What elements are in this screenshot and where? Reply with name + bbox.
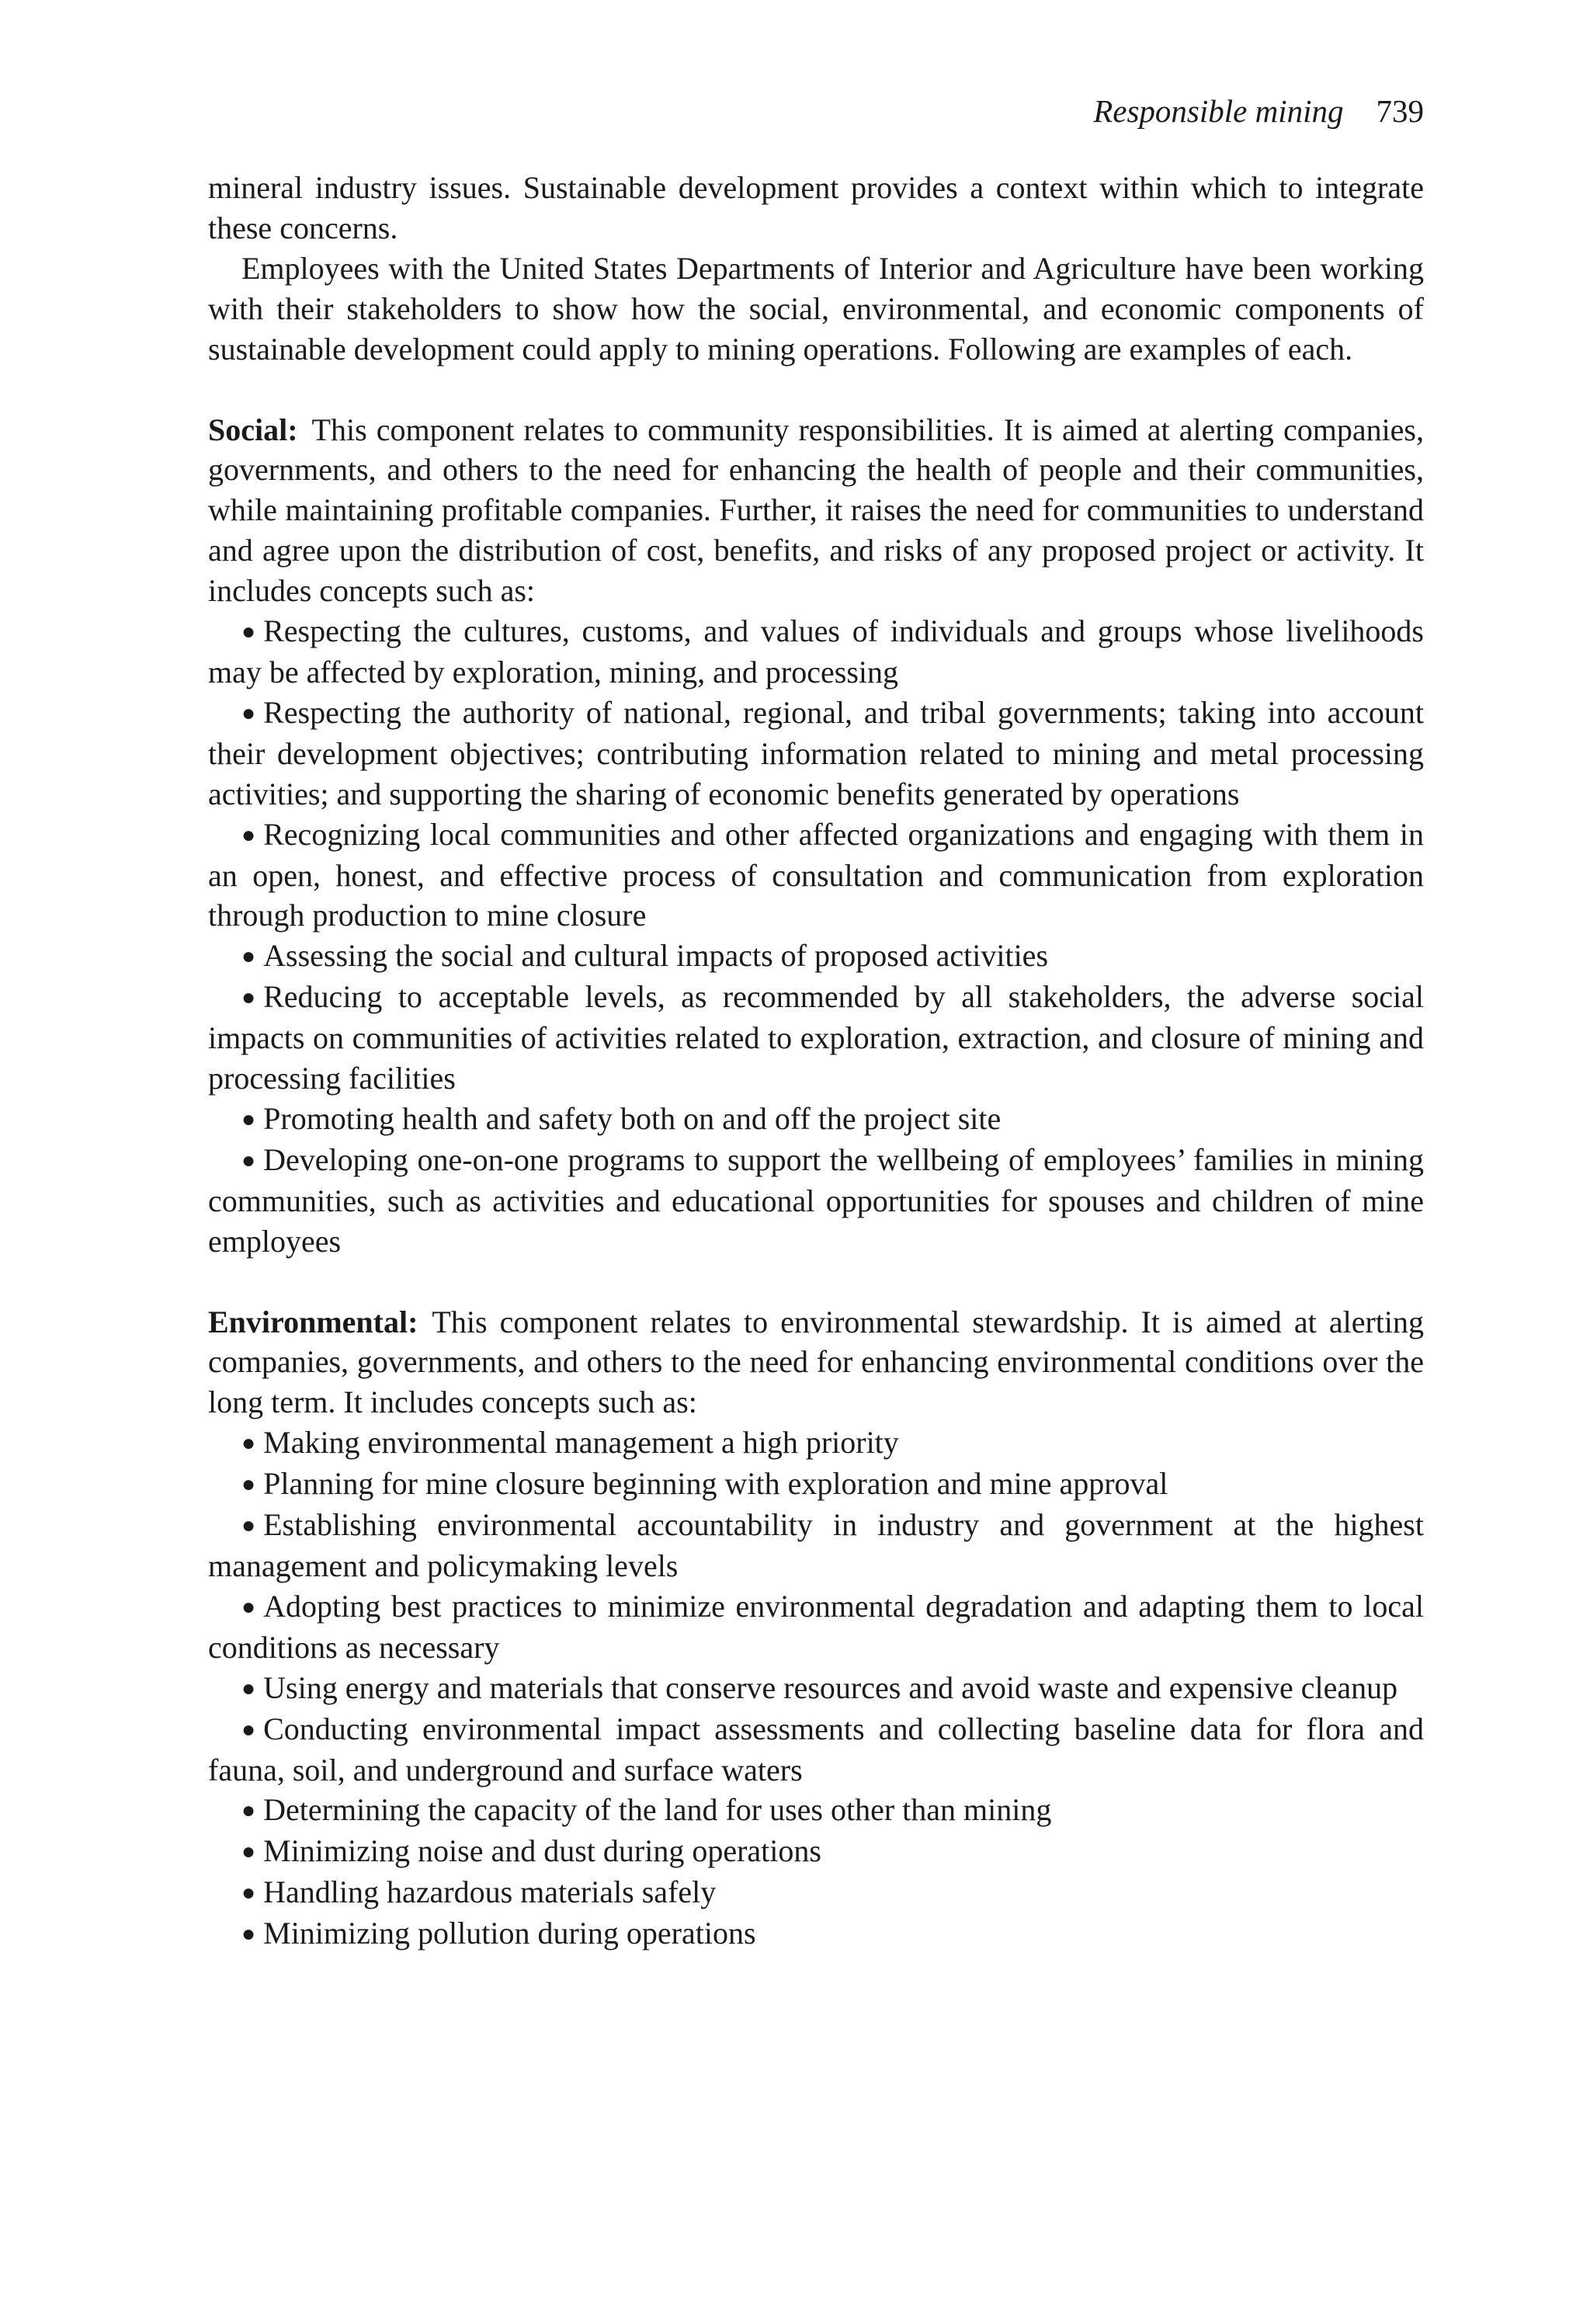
list-item xyxy=(208,693,1424,815)
list-item xyxy=(208,1423,1424,1464)
social-heading: Social: xyxy=(208,412,298,447)
list-item-text: Determining the capacity of the land for uses other than mining xyxy=(263,1792,1052,1828)
bullet-icon: ● xyxy=(241,1471,256,1498)
list-item-text: Recognizing local communities and other affected organizations and engaging with them in an open, honest, and effective process of consultation and communication from exploration through production to mine closure xyxy=(208,816,1424,933)
bullet-icon: ● xyxy=(241,1880,256,1906)
list-item-text: Making environmental management a high priority xyxy=(263,1425,899,1461)
environmental-paragraph xyxy=(208,1302,1424,1423)
running-title: Responsible mining xyxy=(1093,93,1344,129)
list-item xyxy=(208,1140,1424,1262)
list-item-text: Promoting health and safety both on and off the project site xyxy=(263,1100,1002,1136)
environmental-section xyxy=(208,1302,1424,1955)
social-section xyxy=(208,410,1424,1262)
list-item xyxy=(208,977,1424,1099)
list-item xyxy=(208,1668,1424,1709)
list-item xyxy=(208,1709,1424,1791)
list-item-text: Handling hazardous materials safely xyxy=(263,1874,717,1910)
list-item xyxy=(208,1586,1424,1668)
page-number: 739 xyxy=(1376,93,1424,129)
body-text xyxy=(208,168,1424,1954)
list-item xyxy=(208,1505,1424,1586)
bullet-icon: ● xyxy=(241,1430,256,1457)
running-head xyxy=(208,92,1424,130)
list-item-text: Using energy and materials that conserve resources and avoid waste and expensive cleanup xyxy=(263,1669,1398,1705)
social-paragraph xyxy=(208,410,1424,612)
list-item-text: Establishing environmental accountability in industry and government at the highest management and policymaking levels xyxy=(208,1507,1424,1583)
list-item xyxy=(208,815,1424,936)
bullet-icon: ● xyxy=(241,1716,256,1742)
bullet-icon: ● xyxy=(241,822,256,848)
environmental-text: This component relates to environmental stewardship. It is aimed at alerting companies, governments, and others to the need for enhancing environmental conditions over the long term. It includes concepts such as: xyxy=(208,1304,1424,1420)
list-item-text: Minimizing pollution during operations xyxy=(263,1916,756,1951)
list-item-text: Assessing the social and cultural impacts of proposed activities xyxy=(263,938,1049,974)
list-item xyxy=(208,1913,1424,1954)
intro-paragraph: Employees with the United States Departments of Interior and Agriculture have been working with their stakeholders to show how the social, environmental, and economic components of sustainable development could apply to mining operations. Following are examples of each. xyxy=(208,250,1424,366)
list-item xyxy=(208,936,1424,977)
list-item-text: Planning for mine closure beginning with exploration and mine approval xyxy=(263,1466,1168,1502)
bullet-icon: ● xyxy=(241,619,256,645)
bullet-icon: ● xyxy=(241,1147,256,1173)
bullet-icon: ● xyxy=(241,1798,256,1824)
list-item xyxy=(208,1790,1424,1831)
list-item xyxy=(208,1464,1424,1505)
environmental-heading: Environmental: xyxy=(208,1304,418,1339)
bullet-icon: ● xyxy=(241,1513,256,1539)
bullet-icon: ● xyxy=(241,943,256,970)
list-item-text: Conducting environmental impact assessments and collecting baseline data for flora and fauna, soil, and underground and surface waters xyxy=(208,1711,1424,1787)
continued-paragraph: mineral industry issues. Sustainable development provides a context within which to integrate these concerns. xyxy=(208,170,1424,245)
bullet-icon: ● xyxy=(241,1106,256,1132)
list-item xyxy=(208,1099,1424,1140)
bullet-icon: ● xyxy=(241,1839,256,1865)
bullet-icon: ● xyxy=(241,1675,256,1701)
book-page xyxy=(208,92,1424,1954)
bullet-icon: ● xyxy=(241,1593,256,1620)
list-item-text: Respecting the cultures, customs, and values of individuals and groups whose livelihoods may be affected by exploration, mining, and processing xyxy=(208,613,1424,690)
list-item-text: Developing one-on-one programs to support the wellbeing of employees’ families in mining communities, such as activities and educational opportunities for spouses and children of mine employees xyxy=(208,1141,1424,1259)
bullet-icon: ● xyxy=(241,1921,256,1947)
environmental-bullet-list xyxy=(208,1423,1424,1954)
list-item xyxy=(208,1831,1424,1872)
list-item-text: Respecting the authority of national, regional, and tribal governments; taking into account their development objectives; contributing information related to mining and metal processing activities; and supporting the sharing of economic benefits generated by operations xyxy=(208,694,1424,811)
social-text: This component relates to community responsibilities. It is aimed at alerting companies, governments, and others to the need for enhancing the health of people and their communities, while maintaining profitable companies. Further, it raises the need for communities to understand and agree upon the distribution of cost, benefits, and risks of any proposed project or activity. It includes concepts such as: xyxy=(208,412,1424,609)
bullet-icon: ● xyxy=(241,985,256,1011)
bullet-icon: ● xyxy=(241,700,256,726)
list-item-text: Minimizing noise and dust during operations xyxy=(263,1833,821,1869)
list-item-text: Reducing to acceptable levels, as recommended by all stakeholders, the adverse social impacts on communities of activities related to exploration, extraction, and closure of mining and processing facilities xyxy=(208,979,1424,1096)
list-item xyxy=(208,611,1424,693)
social-bullet-list xyxy=(208,611,1424,1262)
list-item xyxy=(208,1872,1424,1913)
list-item-text: Adopting best practices to minimize environmental degradation and adapting them to local conditions as necessary xyxy=(208,1588,1424,1665)
